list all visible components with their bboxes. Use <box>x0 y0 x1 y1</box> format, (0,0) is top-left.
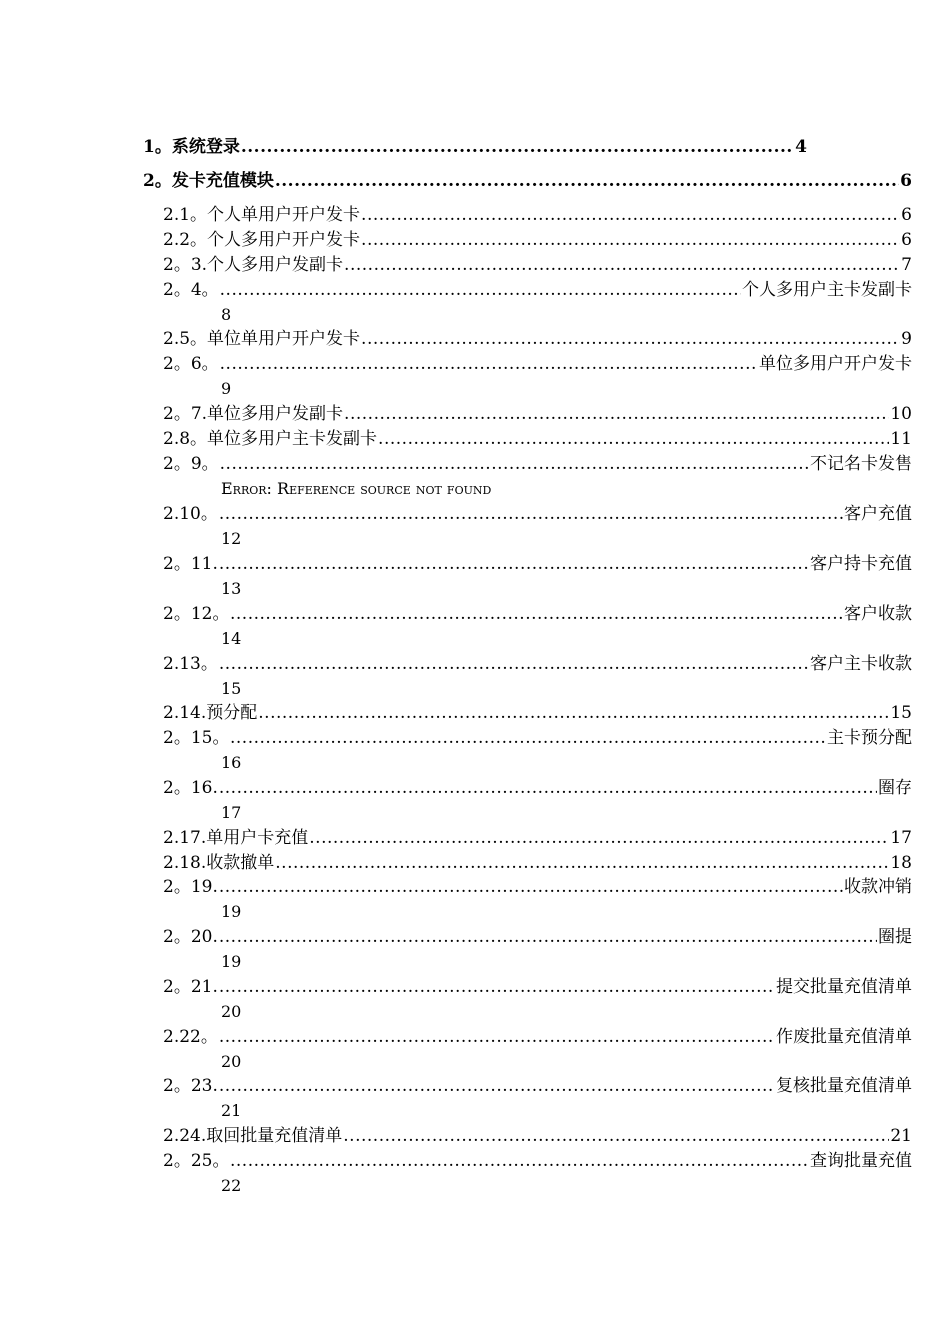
toc-leader-dots <box>361 329 900 349</box>
toc-entry-number: 2.22。 <box>163 1027 218 1047</box>
toc-leader-dots <box>344 404 889 424</box>
toc-entry-page: 7 <box>901 255 912 275</box>
toc-leader-dots <box>275 171 899 191</box>
toc-entry-page: 4 <box>795 137 807 157</box>
toc-entry[interactable] <box>163 1076 912 1096</box>
toc-entry[interactable] <box>163 255 912 275</box>
toc-entry[interactable] <box>163 230 912 250</box>
toc-entry-page: 9 <box>901 329 912 349</box>
toc-entry[interactable] <box>163 927 912 947</box>
toc-entry-page: 19 <box>221 952 242 971</box>
toc-entry-number: 2。21. <box>163 977 218 997</box>
toc-leader-dots <box>219 554 809 574</box>
toc-entry-number: 2.17. <box>163 828 207 848</box>
toc-entry-number: 2。9。 <box>163 454 219 474</box>
toc-entry-title: 作废批量充值清单 <box>776 1027 912 1047</box>
toc-entry-number: 2。12。 <box>163 604 230 624</box>
toc-entry[interactable] <box>163 977 912 997</box>
toc-entry-page: 21 <box>221 1101 242 1120</box>
toc-leader-dots <box>219 504 843 524</box>
toc-entry-title: 单用户卡充值 <box>206 828 309 848</box>
toc-entry[interactable] <box>163 454 912 474</box>
toc-entry-number: 2.2。 <box>163 230 208 250</box>
toc-entry[interactable] <box>163 778 912 798</box>
toc-entry-number: 2。11. <box>163 554 218 574</box>
toc-entry-number: 2。20. <box>163 927 218 947</box>
toc-entry-number: 1。 <box>143 137 172 157</box>
toc-entry-page: 15 <box>221 679 242 698</box>
toc-entry-page: 12 <box>221 529 242 548</box>
toc-entry-page: 21 <box>890 1126 912 1146</box>
toc-entry-page: 20 <box>221 1052 242 1071</box>
toc-reference-error: Error: Reference source not found <box>221 479 492 498</box>
toc-leader-dots <box>219 977 775 997</box>
toc-leader-dots <box>220 454 809 474</box>
toc-entry[interactable] <box>163 728 912 748</box>
toc-leader-dots <box>344 255 900 275</box>
toc-entry[interactable] <box>163 828 912 848</box>
toc-leader-dots <box>230 1151 809 1171</box>
toc-entry-page: 18 <box>890 853 912 873</box>
toc-leader-dots <box>219 654 809 674</box>
toc-entry-title: 收款撤单 <box>206 853 275 873</box>
toc-leader-dots <box>361 205 900 225</box>
toc-entry-title: 单位多用户主卡发副卡 <box>207 429 378 449</box>
toc-entry-title: 客户主卡收款 <box>810 654 912 674</box>
toc-entry-title: 客户持卡充值 <box>810 554 912 574</box>
toc-leader-dots <box>219 877 843 897</box>
toc-entry[interactable] <box>163 554 912 574</box>
toc-entry-number: 2。 <box>143 171 172 191</box>
toc-leader-dots <box>241 137 794 157</box>
toc-entry-number: 2.1。 <box>163 205 208 225</box>
toc-leader-dots <box>230 728 826 748</box>
toc-entry-title: 圈存 <box>878 778 912 798</box>
toc-entry[interactable] <box>163 280 912 300</box>
toc-entry-number: 2。19. <box>163 877 218 897</box>
toc-entry-title: 系统登录 <box>171 137 240 157</box>
toc-entry-page: 9 <box>221 379 232 398</box>
toc-entry-title: 个人多用户主卡发副卡 <box>742 280 912 300</box>
toc-level1-entry[interactable] <box>143 171 912 191</box>
toc-entry-title: 取回批量充值清单 <box>206 1126 343 1146</box>
toc-entry-title: 客户收款 <box>844 604 912 624</box>
toc-entry[interactable] <box>163 205 912 225</box>
toc-entry-number: 2。3. <box>163 255 208 275</box>
toc-entry-title: 单位多用户开户发卡 <box>759 354 912 374</box>
toc-entry-number: 2.24. <box>163 1126 207 1146</box>
toc-entry[interactable] <box>163 354 912 374</box>
toc-entry[interactable] <box>163 853 912 873</box>
toc-entry-title: 单位单用户开户发卡 <box>207 329 361 349</box>
toc-entry-number: 2.14. <box>163 703 207 723</box>
toc-entry-page: 14 <box>221 629 242 648</box>
toc-entry-title: 复核批量充值清单 <box>776 1076 912 1096</box>
toc-entry-title: 发卡充值模块 <box>171 171 274 191</box>
toc-level1-entry[interactable] <box>143 137 807 157</box>
toc-entry-page: 6 <box>901 205 912 225</box>
toc-entry[interactable] <box>163 877 912 897</box>
toc-entry-title: 查询批量充值 <box>810 1151 912 1171</box>
toc-entry-title: 收款冲销 <box>844 877 912 897</box>
toc-leader-dots <box>220 354 758 374</box>
toc-entry-number: 2。25。 <box>163 1151 230 1171</box>
toc-entry-number: 2。16. <box>163 778 218 798</box>
toc-entry-page: 11 <box>890 429 912 449</box>
toc-leader-dots <box>258 703 889 723</box>
toc-leader-dots <box>343 1126 889 1146</box>
toc-entry[interactable] <box>163 703 912 723</box>
toc-entry[interactable] <box>163 329 912 349</box>
toc-entry-title: 个人多用户发副卡 <box>207 255 344 275</box>
toc-entry[interactable] <box>163 429 912 449</box>
toc-entry-title: 个人单用户开户发卡 <box>207 205 361 225</box>
toc-entry[interactable] <box>163 404 912 424</box>
toc-entry-title: 单位多用户发副卡 <box>207 404 344 424</box>
toc-entry-number: 2.8。 <box>163 429 208 449</box>
toc-entry-title: 圈提 <box>878 927 912 947</box>
toc-entry-title: 预分配 <box>206 703 258 723</box>
toc-leader-dots <box>219 927 877 947</box>
toc-leader-dots <box>219 1027 775 1047</box>
toc-entry-number: 2。15。 <box>163 728 230 748</box>
toc-entry-page: 13 <box>221 579 242 598</box>
toc-entry-page: 17 <box>221 803 242 822</box>
toc-entry[interactable] <box>163 504 912 524</box>
toc-leader-dots <box>219 1076 775 1096</box>
toc-entry-number: 2.5。 <box>163 329 208 349</box>
toc-entry-number: 2。7. <box>163 404 208 424</box>
toc-leader-dots <box>230 604 843 624</box>
toc-entry-page: 10 <box>890 404 912 424</box>
toc-entry-title: 不记名卡发售 <box>810 454 912 474</box>
toc-entry-number: 2。4。 <box>163 280 219 300</box>
toc-entry-page: 8 <box>221 305 232 324</box>
toc-entry[interactable] <box>163 654 912 674</box>
toc-entry-number: 2.10。 <box>163 504 218 524</box>
toc-entry-title: 主卡预分配 <box>827 728 912 748</box>
toc-entry-number: 2.13。 <box>163 654 218 674</box>
toc-entry[interactable] <box>163 604 912 624</box>
toc-entry[interactable] <box>163 1126 912 1146</box>
toc-entry-page: 6 <box>900 171 912 191</box>
toc-entry-page: 17 <box>890 828 912 848</box>
toc-entry-title: 个人多用户开户发卡 <box>207 230 361 250</box>
toc-entry-title: 客户充值 <box>844 504 912 524</box>
toc-entry-title: 提交批量充值清单 <box>776 977 912 997</box>
toc-leader-dots <box>361 230 900 250</box>
toc-entry-page: 20 <box>221 1002 242 1021</box>
toc-leader-dots <box>309 828 889 848</box>
toc-leader-dots <box>220 280 741 300</box>
toc-leader-dots <box>378 429 889 449</box>
toc-entry-page: 16 <box>221 753 242 772</box>
toc-entry-number: 2.18. <box>163 853 207 873</box>
toc-entry-page: 15 <box>890 703 912 723</box>
toc-entry-page: 19 <box>221 902 242 921</box>
toc-entry[interactable] <box>163 1151 912 1171</box>
toc-entry-page: 22 <box>221 1176 242 1195</box>
toc-leader-dots <box>219 778 877 798</box>
toc-leader-dots <box>275 853 889 873</box>
toc-entry[interactable] <box>163 1027 912 1047</box>
toc-entry-number: 2。6。 <box>163 354 219 374</box>
toc-entry-page: 6 <box>901 230 912 250</box>
toc-entry-number: 2。23. <box>163 1076 218 1096</box>
